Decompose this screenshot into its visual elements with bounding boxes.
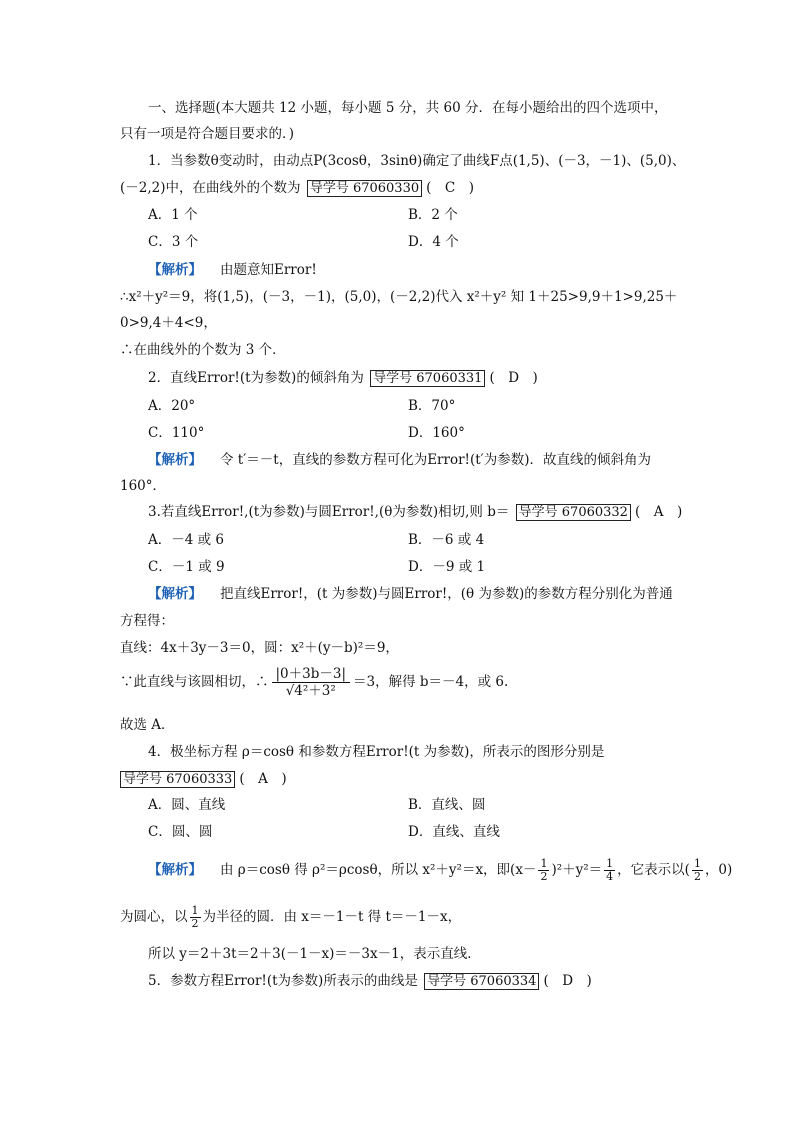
q1-analysis-line3: 0>9,4＋4<9， bbox=[120, 315, 217, 331]
q4-center-denominator: 2 bbox=[693, 870, 701, 883]
q1-guide-number: 导学号 67060330 bbox=[307, 180, 422, 197]
q4-guide-number: 导学号 67060333 bbox=[120, 771, 235, 788]
q3-analysis-line4 bbox=[120, 664, 508, 700]
q1-analysis-line1 bbox=[148, 261, 317, 279]
q3-option-b: B．－6 或 4 bbox=[408, 532, 485, 548]
q4-radius-numerator: 1 bbox=[191, 904, 199, 917]
q2-option-b: B．70° bbox=[408, 398, 456, 414]
q1-stem-line2 bbox=[120, 179, 474, 197]
section-heading-line2: 只有一项是符合题目要求的．) bbox=[120, 126, 295, 142]
q5-stem bbox=[148, 972, 592, 990]
q4-radius-fraction bbox=[190, 905, 201, 930]
q5-stem-text: 5．参数方程Error!(t为参数)所表示的曲线是 bbox=[148, 973, 418, 989]
q3-fraction-denominator: √4²＋3² bbox=[285, 683, 336, 699]
q4-analysis-text1a: 由 ρ＝cosθ 得 ρ²＝ρcosθ，所以 x²＋y²＝x，即(x－ bbox=[220, 862, 537, 878]
q2-option-a: A．20° bbox=[148, 398, 196, 414]
q4-analysis-line3: 所以 y＝2＋3t＝2＋3(－1－x)＝－3x－1，表示直线． bbox=[148, 946, 481, 962]
q4-option-a: A．圆、直线 bbox=[148, 797, 226, 813]
q1-answer: ( C ) bbox=[426, 180, 474, 196]
q2-guide-number: 导学号 67060331 bbox=[370, 370, 485, 387]
q4-half-numerator: 1 bbox=[540, 857, 548, 870]
q3-analysis-text1: 把直线Error!，(t 为参数)与圆Error!，(θ 为参数)的参数方程分别化为普通 bbox=[220, 586, 673, 602]
q4-option-b: B．直线、圆 bbox=[408, 797, 486, 813]
q2-analysis-line1 bbox=[148, 451, 651, 469]
q4-analysis-text2b: 为半径的圆．由 x＝－1－t 得 t＝－1－x， bbox=[202, 909, 462, 925]
q1-option-d: D．4 个 bbox=[408, 234, 459, 250]
q4-quarter-denominator: 4 bbox=[606, 870, 614, 883]
q3-stem-text: 3.若直线Error!,(t为参数)与圆Error!,(θ为参数)相切,则 b＝ bbox=[148, 504, 510, 520]
q2-option-d: D．160° bbox=[408, 425, 465, 441]
q4-option-c: C．圆、圆 bbox=[148, 824, 213, 840]
q3-analysis-line2: 方程得： bbox=[120, 613, 174, 629]
q1-analysis-line2: ∴x²＋y²＝9，将(1,5)，(－3，－1)，(5,0)，(－2,2)代入 x²＋y² 知 1＋25>9,9＋1>9,25＋ bbox=[120, 289, 678, 305]
section-heading-line1: 一、选择题(本大题共 12 小题，每小题 5 分，共 60 分．在每小题给出的四个选项中， bbox=[148, 100, 668, 116]
q3-option-c: C．－1 或 9 bbox=[148, 559, 225, 575]
q3-analysis-text4-post: ＝3，解得 b＝－4，或 6. bbox=[353, 674, 509, 690]
q4-center-fraction bbox=[692, 858, 703, 883]
q4-analysis-text2a: 为圆心，以 bbox=[120, 909, 188, 925]
q3-analysis-line5: 故选 A． bbox=[120, 717, 175, 733]
q2-stem bbox=[148, 369, 538, 387]
q3-option-a: A．－4 或 6 bbox=[148, 532, 225, 548]
q3-analysis-text4-pre: ∵此直线与该圆相切，∴ bbox=[120, 674, 269, 690]
q4-option-d: D．直线、直线 bbox=[408, 824, 500, 840]
q1-analysis-label: 【解析】 bbox=[148, 262, 202, 278]
q3-stem bbox=[148, 503, 682, 521]
q2-answer: ( D ) bbox=[489, 370, 538, 386]
q2-analysis-line2: 160°． bbox=[120, 478, 167, 494]
q4-analysis-line2 bbox=[120, 899, 461, 935]
q1-option-a: A．1 个 bbox=[148, 207, 198, 223]
q3-answer: ( A ) bbox=[634, 504, 683, 520]
q4-answer: ( A ) bbox=[239, 771, 287, 787]
q1-stem-line1: 1．当参数θ变动时，由动点P(3cosθ，3sinθ)确定了曲线F点(1,5)、(－3，－1)、(5,0)、 bbox=[148, 153, 686, 169]
q4-quarter-fraction bbox=[604, 858, 615, 883]
q3-distance-fraction bbox=[272, 666, 351, 699]
q3-analysis-line1 bbox=[148, 585, 673, 603]
q3-guide-number: 导学号 67060332 bbox=[516, 504, 631, 521]
q1-analysis-text1: 由题意知Error! bbox=[220, 262, 317, 278]
q4-analysis-line1 bbox=[148, 852, 732, 888]
q3-analysis-line3: 直线：4x＋3y－3＝0，圆：x²＋(y－b)²＝9， bbox=[120, 640, 399, 656]
q2-analysis-text1: 令 t′＝－t，直线的参数方程可化为Error!(t′为参数)．故直线的倾斜角为 bbox=[220, 452, 651, 468]
q5-answer: ( D ) bbox=[543, 973, 592, 989]
q4-half-denominator: 2 bbox=[540, 870, 548, 883]
q4-quarter-numerator: 1 bbox=[606, 857, 614, 870]
q3-option-d: D．－9 或 1 bbox=[408, 559, 486, 575]
q4-analysis-text1c: ，它表示以( bbox=[617, 862, 690, 878]
q2-stem-text: 2．直线Error!(t为参数)的倾斜角为 bbox=[148, 370, 364, 386]
q3-fraction-numerator: |0＋3b－3| bbox=[272, 666, 351, 683]
q3-analysis-label: 【解析】 bbox=[148, 586, 202, 602]
q1-option-b: B．2 个 bbox=[408, 207, 458, 223]
q1-analysis-line4: ∴在曲线外的个数为 3 个． bbox=[120, 342, 286, 358]
q4-half-fraction bbox=[538, 858, 549, 883]
q1-option-c: C．3 个 bbox=[148, 234, 199, 250]
q4-analysis-label: 【解析】 bbox=[148, 862, 202, 878]
q2-analysis-label: 【解析】 bbox=[148, 452, 202, 468]
q4-analysis-text1b: )²＋y²＝ bbox=[551, 862, 603, 878]
q4-radius-denominator: 2 bbox=[191, 917, 199, 930]
q1-stem-text: (－2,2)中，在曲线外的个数为 bbox=[120, 180, 301, 196]
q2-option-c: C．110° bbox=[148, 425, 205, 441]
q4-analysis-text1d: ，0) bbox=[704, 862, 733, 878]
q4-stem-line2 bbox=[120, 770, 287, 788]
q4-stem: 4．极坐标方程 ρ＝cosθ 和参数方程Error!(t 为参数)，所表示的图形分别是 bbox=[148, 744, 605, 760]
q5-guide-number: 导学号 67060334 bbox=[424, 973, 539, 990]
q4-center-numerator: 1 bbox=[693, 857, 701, 870]
